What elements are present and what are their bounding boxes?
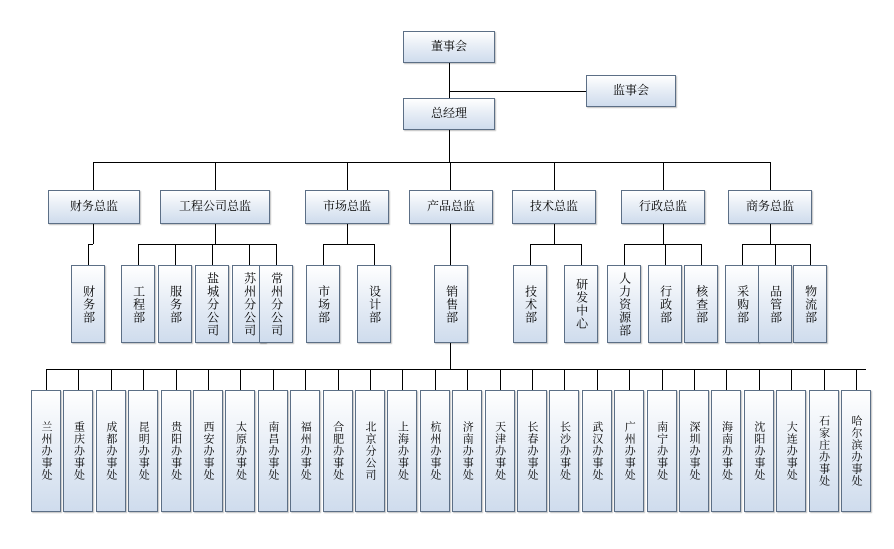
node-supervisory-board[interactable]: 监事会 [586, 75, 676, 107]
connector-office-drop [662, 369, 663, 390]
connector-office-drop [791, 369, 792, 390]
connector-child-drop [323, 244, 324, 265]
connector-child-drop [810, 244, 811, 265]
node-office[interactable]: 沈阳办事处 [744, 390, 774, 512]
node-department[interactable]: 物流部 [793, 265, 827, 343]
connector-director-bus [93, 162, 770, 163]
node-office[interactable]: 深圳办事处 [679, 390, 709, 512]
node-office[interactable]: 太原办事处 [225, 390, 255, 512]
node-office[interactable]: 石家庄办事处 [809, 390, 839, 512]
connector-child-bus [530, 244, 581, 245]
connector-child-drop [276, 244, 277, 265]
connector-office-drop [564, 369, 565, 390]
connector-director-child [770, 224, 771, 244]
connector-child-drop [624, 244, 625, 265]
connector-bus-to-director [663, 162, 664, 190]
node-director-technology[interactable]: 技术总监 [512, 190, 596, 224]
node-board[interactable]: 董事会 [403, 31, 495, 63]
node-office[interactable]: 昆明办事处 [128, 390, 158, 512]
connector-child-bus [624, 244, 701, 245]
connector-offices-bus [46, 369, 866, 370]
node-department[interactable]: 品管部 [758, 265, 792, 343]
connector-child-drop [138, 244, 139, 265]
node-department[interactable]: 采购部 [725, 265, 759, 343]
node-department[interactable]: 销售部 [434, 265, 468, 343]
connector-office-drop [273, 369, 274, 390]
connector-child-drop [581, 244, 582, 265]
connector-office-drop [370, 369, 371, 390]
connector-child-drop [249, 244, 250, 265]
connector-office-drop [402, 369, 403, 390]
connector-office-drop [111, 369, 112, 390]
connector-office-drop [500, 369, 501, 390]
connector-director-child [93, 224, 94, 244]
node-department[interactable]: 人力资源部 [607, 265, 641, 343]
connector-office-drop [467, 369, 468, 390]
node-department[interactable]: 工程部 [121, 265, 155, 343]
connector-gm-supervisory [449, 91, 586, 92]
connector-office-drop [435, 369, 436, 390]
connector-office-drop [208, 369, 209, 390]
node-office[interactable]: 哈尔滨办事处 [841, 390, 871, 512]
node-office[interactable]: 合肥办事处 [323, 390, 353, 512]
connector-bus-to-director [770, 162, 771, 190]
node-department[interactable]: 服务部 [158, 265, 192, 343]
connector-bus-to-director [93, 162, 94, 190]
connector-office-drop [597, 369, 598, 390]
node-director-engineering[interactable]: 工程公司总监 [160, 190, 270, 224]
node-department[interactable]: 研发中心 [564, 265, 598, 343]
node-office[interactable]: 长沙办事处 [549, 390, 579, 512]
node-director-finance[interactable]: 财务总监 [48, 190, 140, 224]
connector-office-drop [305, 369, 306, 390]
connector-bus-to-director [450, 162, 451, 190]
node-office[interactable]: 广州办事处 [614, 390, 644, 512]
connector-director-child [663, 224, 664, 244]
connector-director-child [554, 224, 555, 244]
node-office[interactable]: 北京分公司 [355, 390, 385, 512]
connector-gm-bus [449, 130, 450, 162]
connector-child-bus [742, 244, 810, 245]
node-director-market[interactable]: 市场总监 [305, 190, 389, 224]
connector-child-drop [175, 244, 176, 265]
connector-office-drop [726, 369, 727, 390]
connector-child-drop [374, 244, 375, 265]
connector-child-drop [530, 244, 531, 265]
node-office[interactable]: 上海办事处 [387, 390, 417, 512]
connector-bus-to-director [554, 162, 555, 190]
node-department[interactable]: 常州分公司 [259, 265, 293, 343]
node-office[interactable]: 南昌办事处 [258, 390, 288, 512]
node-office[interactable]: 大连办事处 [776, 390, 806, 512]
node-general-manager[interactable]: 总经理 [403, 98, 495, 130]
node-office[interactable]: 兰州办事处 [31, 390, 61, 512]
connector-director-child [88, 244, 89, 265]
node-office[interactable]: 武汉办事处 [582, 390, 612, 512]
node-department[interactable]: 行政部 [648, 265, 682, 343]
connector-child-drop [775, 244, 776, 265]
connector-sales-offices [450, 343, 451, 369]
connector-office-drop [46, 369, 47, 390]
connector-director-child [450, 224, 451, 265]
connector-board-gm [449, 63, 450, 98]
connector-office-drop [629, 369, 630, 390]
node-office[interactable]: 长春办事处 [517, 390, 547, 512]
connector-office-drop [143, 369, 144, 390]
node-department[interactable]: 苏州分公司 [232, 265, 266, 343]
connector-child-bus [138, 244, 276, 245]
node-department[interactable]: 核查部 [684, 265, 718, 343]
connector-office-drop [176, 369, 177, 390]
node-office[interactable]: 济南办事处 [452, 390, 482, 512]
node-office[interactable]: 成都办事处 [96, 390, 126, 512]
node-office[interactable]: 福州办事处 [290, 390, 320, 512]
connector-child-drop [742, 244, 743, 265]
node-department[interactable]: 技术部 [513, 265, 547, 343]
connector-office-drop [694, 369, 695, 390]
node-office[interactable]: 海南办事处 [711, 390, 741, 512]
node-office[interactable]: 贵阳办事处 [161, 390, 191, 512]
node-department[interactable]: 财务部 [71, 265, 105, 343]
connector-office-drop [338, 369, 339, 390]
connector-office-drop [824, 369, 825, 390]
connector-bus-to-director [347, 162, 348, 190]
node-director-product[interactable]: 产品总监 [409, 190, 493, 224]
connector-office-drop [532, 369, 533, 390]
connector-child-drop [212, 244, 213, 265]
node-department[interactable]: 市场部 [306, 265, 340, 343]
connector-office-drop [78, 369, 79, 390]
connector-office-drop [759, 369, 760, 390]
node-office[interactable]: 天津办事处 [485, 390, 515, 512]
connector-bus-to-director [215, 162, 216, 190]
connector-office-drop [856, 369, 857, 390]
connector-director-child [215, 224, 216, 244]
connector-child-bus [323, 244, 374, 245]
node-department[interactable]: 设计部 [357, 265, 391, 343]
connector-child-drop [665, 244, 666, 265]
connector-director-child [347, 224, 348, 244]
node-office[interactable]: 重庆办事处 [63, 390, 93, 512]
node-director-administration[interactable]: 行政总监 [621, 190, 705, 224]
node-director-business[interactable]: 商务总监 [728, 190, 812, 224]
connector-child-drop [701, 244, 702, 265]
connector-office-drop [240, 369, 241, 390]
node-office[interactable]: 南宁办事处 [647, 390, 677, 512]
node-office[interactable]: 杭州办事处 [420, 390, 450, 512]
node-department[interactable]: 盐城分公司 [195, 265, 229, 343]
node-office[interactable]: 西安办事处 [193, 390, 223, 512]
